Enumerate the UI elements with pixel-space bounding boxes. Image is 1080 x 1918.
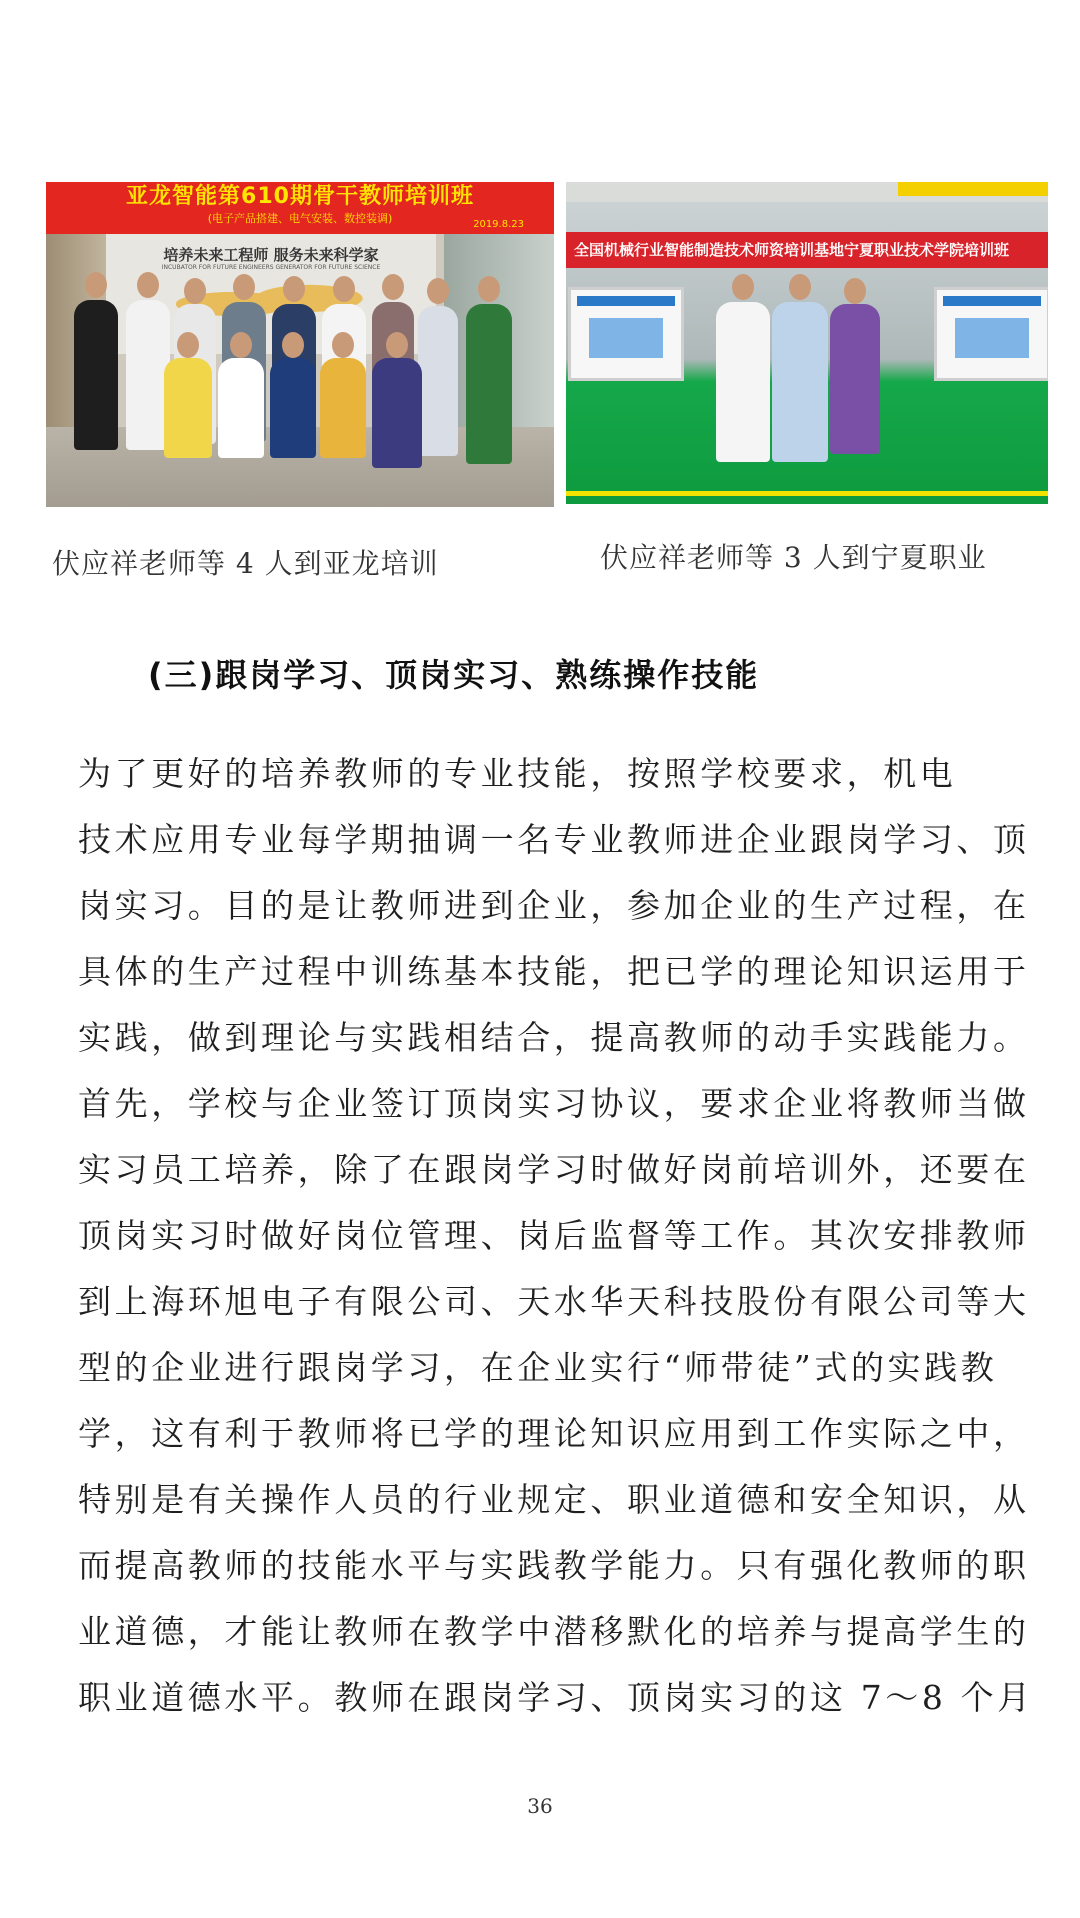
body-line: 岗实习。目的是让教师进到企业，参加企业的生产过程，在 <box>78 886 1030 925</box>
person-head <box>332 332 354 358</box>
person-head <box>382 274 404 300</box>
display-board <box>568 287 684 381</box>
person-head <box>427 278 449 304</box>
person-head <box>844 278 866 304</box>
person-head <box>282 332 304 358</box>
banner-date: 2019.8.23 <box>473 219 524 230</box>
person-figure <box>772 302 828 462</box>
person-head <box>233 274 255 300</box>
person-head <box>333 276 355 302</box>
person-figure <box>830 304 880 454</box>
banner-subtitle: (电子产品搭建、电气安装、数控装调) <box>207 212 393 225</box>
body-line: 学，这有利于教师将已学的理论知识应用到工作实际之中， <box>78 1414 1030 1453</box>
photo-caption-left: 伏应祥老师等 4 人到亚龙培训 <box>52 547 439 580</box>
body-line: 职业道德水平。教师在跟岗学习、顶岗实习的这 7～8 个月 <box>78 1678 1034 1717</box>
body-line: 而提高教师的技能水平与实践教学能力。只有强化教师的职 <box>78 1546 1030 1585</box>
person-figure <box>320 358 366 458</box>
body-line: 技术应用专业每学期抽调一名专业教师进企业跟岗学习、顶 <box>78 820 1030 859</box>
wall-slogan-english: INCUBATOR FOR FUTURE ENGINEERS GENERATOR FOR FUTURE SCIENCE <box>161 264 381 271</box>
training-group-photo <box>46 182 554 507</box>
person-figure <box>466 304 512 464</box>
person-figure <box>218 358 264 458</box>
body-line: 实习员工培养，除了在跟岗学习时做好岗前培训外，还要在 <box>78 1150 1030 1189</box>
training-base-banner: 全国机械行业智能制造技术师资培训基地宁夏职业技术学院培训班 <box>566 232 1048 268</box>
person-head <box>386 332 408 358</box>
board-header-strip <box>577 296 675 306</box>
section-heading: (三)跟岗学习、顶岗实习、熟练操作技能 <box>148 656 760 694</box>
board-header-strip <box>943 296 1041 306</box>
photo-caption-right: 伏应祥老师等 3 人到宁夏职业 <box>600 541 987 574</box>
body-line: 业道德，才能让教师在教学中潜移默化的培养与提高学生的 <box>78 1612 1030 1651</box>
person-figure <box>372 358 422 468</box>
body-line: 具体的生产过程中训练基本技能，把已学的理论知识运用于 <box>78 952 1030 991</box>
yellow-sign <box>898 182 1048 196</box>
board-picture <box>589 318 663 358</box>
person-head <box>85 272 107 298</box>
person-head <box>230 332 252 358</box>
person-figure <box>716 302 770 462</box>
training-banner <box>46 182 554 234</box>
person-head <box>177 332 199 358</box>
person-figure <box>164 358 212 458</box>
person-figure <box>418 306 458 456</box>
person-head <box>184 278 206 304</box>
wall-slogan: 培养未来工程师 服务未来科学家 <box>163 246 379 264</box>
person-head <box>789 274 811 300</box>
body-line: 顶岗实习时做好岗位管理、岗后监督等工作。其次安排教师 <box>78 1216 1030 1255</box>
body-line: 特别是有关操作人员的行业规定、职业道德和安全知识，从 <box>78 1480 1030 1519</box>
person-figure <box>74 300 118 450</box>
body-line: 型的企业进行跟岗学习，在企业实行“师带徒”式的实践教 <box>78 1348 998 1387</box>
person-head <box>732 274 754 300</box>
body-line: 到上海环旭电子有限公司、天水华天科技股份有限公司等大 <box>78 1282 1030 1321</box>
person-head <box>137 272 159 298</box>
body-line: 首先，学校与企业签订顶岗实习协议，要求企业将教师当做 <box>78 1084 1030 1123</box>
board-picture <box>955 318 1029 358</box>
page-number: 36 <box>527 1794 553 1818</box>
banner-title: 亚龙智能第610期骨干教师培训班 <box>126 184 474 209</box>
person-head <box>478 276 500 302</box>
body-line: 为了更好的培养教师的专业技能，按照学校要求，机电 <box>78 754 957 793</box>
person-figure <box>270 358 316 458</box>
body-paragraph <box>78 748 1038 1738</box>
floor-yellow-line <box>566 491 1048 496</box>
body-line: 实践，做到理论与实践相结合，提高教师的动手实践能力。 <box>78 1018 1030 1057</box>
ningxia-training-photo <box>566 182 1048 504</box>
person-head <box>283 276 305 302</box>
display-board <box>934 287 1048 381</box>
